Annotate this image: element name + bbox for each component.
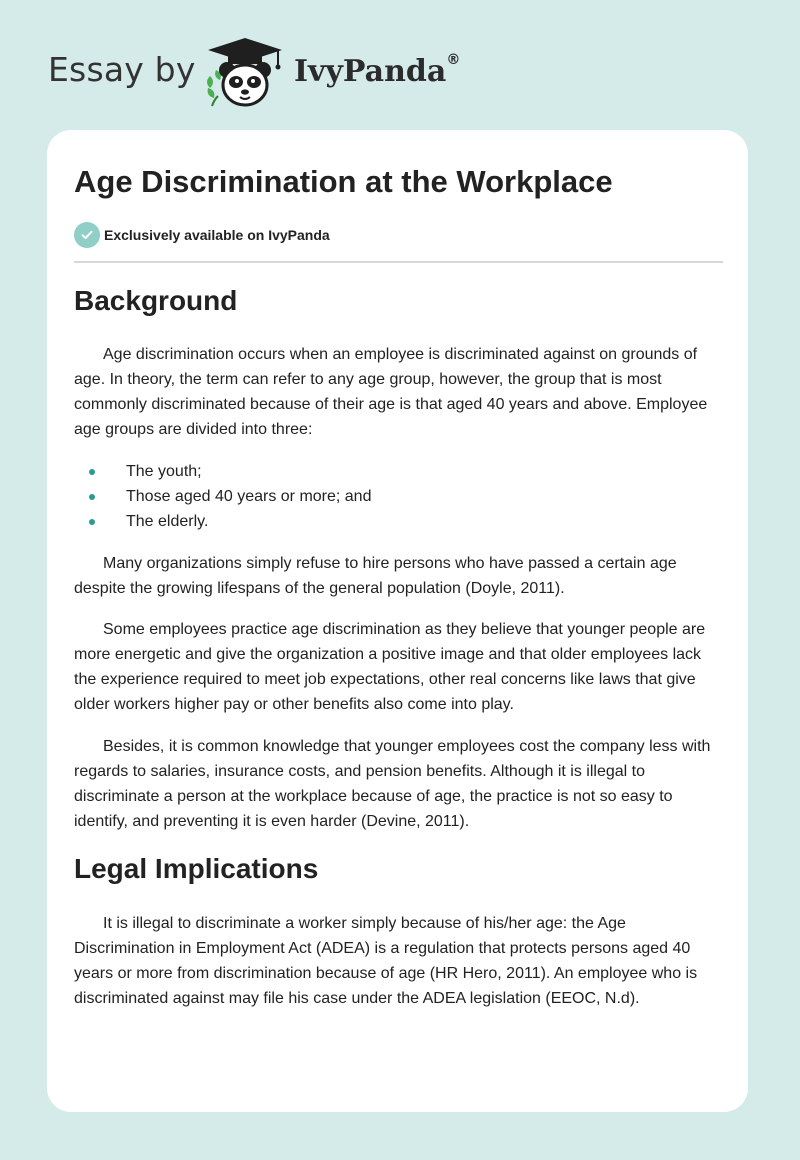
paragraph <box>74 342 726 442</box>
brand-name <box>294 54 460 89</box>
paragraph <box>74 911 726 1011</box>
exclusive-badge-label: Exclusively available on IvyPanda <box>104 227 330 243</box>
list-item <box>74 484 371 509</box>
bullet-dot-icon <box>89 494 95 500</box>
list-item-text: The elderly. <box>126 513 209 530</box>
brand-name-text: IvyPanda <box>294 54 447 89</box>
title-divider <box>74 261 723 263</box>
paragraph <box>74 551 726 601</box>
paragraph <box>74 734 726 834</box>
bullet-dot-icon <box>89 519 95 525</box>
paragraph <box>74 617 726 717</box>
paragraph-text: Many organizations simply refuse to hire persons who have passed a certain age despite the growing lifespans of the general population (Doyle, 2011). <box>74 555 677 597</box>
section-heading-background: Background <box>74 285 238 316</box>
list-item-text: The youth; <box>126 463 202 480</box>
brand-header <box>48 36 488 110</box>
exclusive-badge <box>74 222 330 248</box>
page-title: Age Discrimination at the Workplace <box>74 164 613 199</box>
paragraph-text: Besides, it is common knowledge that younger employees cost the company less with regards to salaries, insurance costs, and pension benefits. Although it is illegal to discriminate a person at the workplace because of age, the practice is not so easy to identify, and preventing it is even harder (Devine, 2011). <box>74 738 711 830</box>
list-item <box>74 509 371 534</box>
list-item <box>74 459 371 484</box>
age-groups-list <box>74 459 371 534</box>
list-item-text: Those aged 40 years or more; and <box>126 488 372 505</box>
bullet-dot-icon <box>89 469 95 475</box>
check-circle-icon <box>74 222 100 248</box>
registered-mark: ® <box>446 52 461 68</box>
essay-card <box>47 130 748 1112</box>
paragraph-text: It is illegal to discriminate a worker simply because of his/her age: the Age Discrimination in Employment Act (ADEA) is a regulation that protects persons aged 40 years or more from discrimination because of age (HR Hero, 2011). An employee who is discriminated against may file his case under the ADEA legislation (EEOC, N.d). <box>74 915 698 1007</box>
section-heading-legal-implications: Legal Implications <box>74 853 319 884</box>
panda-logo-icon <box>200 36 290 110</box>
brand-prefix: Essay by <box>48 50 196 89</box>
paragraph-text: Age discrimination occurs when an employee is discriminated against on grounds of age. In theory, the term can refer to any age group, however, the group that is most commonly discriminated because of their age is that aged 40 years and above. Employee age groups are divided into three: <box>74 346 708 438</box>
paragraph-text: Some employees practice age discrimination as they believe that younger people are more energetic and give the organization a positive image and that older employees lack the experience required to meet job expectations, other real concerns like laws that give older workers higher pay or other benefits also come into play. <box>74 621 706 713</box>
